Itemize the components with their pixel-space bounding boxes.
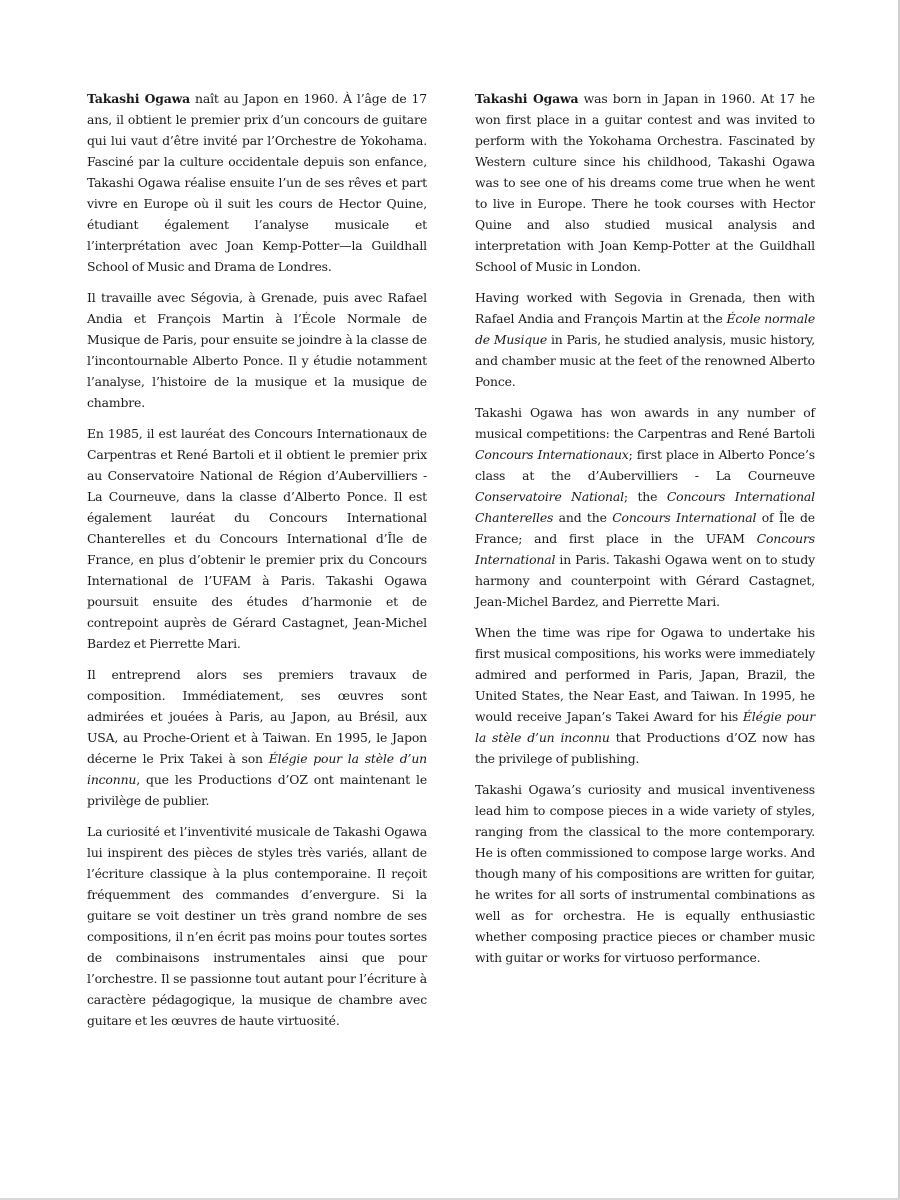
- french-paragraph-2: Il travaille avec Ségovia, à Grenade, puis avec Rafael Andia et François Martin à l’École Normale de Musique de Paris, pour ensuite se joindre à la classe de l’incontournable Alberto Ponce. Il y étudie notamment l’analyse, l’histoire de la musique et la musique de chambre.: [87, 290, 427, 410]
- english-paragraph-1: [475, 88, 815, 277]
- french-paragraph-4-before: Il entreprend alors ses premiers travaux de composition. Immédiatement, ses œuvres sont admirées et jouées à Paris, au Japon, au Brésil, aux USA, au Proche-Orient et à Taiwan. En 1995, le Japon décerne le Prix Takei à son: [87, 667, 427, 766]
- biography-french-column: [87, 88, 427, 1041]
- english-paragraph-4-before: When the time was ripe for Ogawa to undertake his first musical compositions, his works were immediately admired and performed in Paris, Japan, Brazil, the United States, the Near East, and Taiwan. In 1995, he would receive Japan’s Takei Award for his: [475, 625, 815, 724]
- french-paragraph-5: La curiosité et l’inventivité musicale de Takashi Ogawa lui inspirent des pièces de styles très variés, allant de l’écriture classique à la plus contemporaine. Il reçoit fréquemment des commandes d’envergure. Si la guitare se voit destiner un très grand nombre de ses compositions, il n’en écrit pas moins pour toutes sortes de combinaisons instrumentales ainsi que pour l’orchestre. Il se passionne tout autant pour l’écriture à caractère pédagogique, la musique de chambre avec guitare et les œuvres de haute virtuosité.: [87, 824, 427, 1028]
- english-p3-segment-2: ; first place in Alberto Ponce’s class at the d’Aubervilliers - La Courneuve: [475, 447, 815, 483]
- biography-english-column: [475, 88, 815, 978]
- french-artist-name: Takashi Ogawa: [87, 91, 191, 106]
- english-paragraph-4-after: that Productions d’OZ now has the privilege of publishing.: [475, 730, 815, 766]
- english-p3-segment-6: in Paris. Takashi Ogawa went on to study harmony and counterpoint with Gérard Castagnet, Jean-Michel Bardez, and Pierrette Mari.: [475, 552, 815, 609]
- english-paragraph-2-before: Having worked with Segovia in Grenada, then with Rafael Andia and François Martin at the: [475, 290, 815, 326]
- english-p3-italic-3: Concours International Chanterelles: [475, 489, 815, 525]
- english-paragraph-2: [475, 287, 815, 392]
- english-school-name: École normale de Musique: [475, 311, 815, 347]
- english-paragraph-3: [475, 402, 815, 612]
- english-p3-italic-4: Concours International: [612, 510, 757, 525]
- english-paragraph-2-after: in Paris, he studied analysis, music history, and chamber music at the feet of the renowned Alberto Ponce.: [475, 332, 816, 389]
- english-paragraph-1-text: was born in Japan in 1960. At 17 he won first place in a guitar contest and was invited to perform with the Yokohama Orchestra. Fascinated by Western culture since his childhood, Takashi Ogawa was to see one of his dreams come true when he went to live in Europe. There he took courses with Hector Quine and also studied musical analysis and interpretation with Joan Kemp-Potter at the Guildhall School of Music in London.: [475, 91, 815, 274]
- english-p3-segment-4: and the: [553, 510, 613, 525]
- french-paragraph-4-after: , que les Productions d’OZ ont maintenant le privilège de publier.: [87, 772, 427, 808]
- english-paragraph-5: Takashi Ogawa’s curiosity and musical inventiveness lead him to compose pieces in a wide variety of styles, ranging from the classical to the more contemporary. He is often commissioned to compose large works. And though many of his compositions are written for guitar, he writes for all sorts of instrumental combinations as well as for orchestra. He is equally enthusiastic whether composing practice pieces or chamber music with guitar or works for virtuoso performance.: [475, 782, 815, 965]
- english-p3-italic-1: Concours Internationaux: [475, 447, 629, 462]
- french-work-title: Élégie pour la stèle d’un inconnu: [87, 751, 427, 787]
- english-p3-segment-5: of Île de France; and first place in the UFAM: [475, 510, 815, 546]
- english-paragraph-4: [475, 622, 815, 769]
- french-paragraph-4: [87, 664, 427, 811]
- english-p3-italic-5: Concours International: [475, 531, 815, 567]
- english-p3-segment-3: ; the: [623, 489, 667, 504]
- french-paragraph-3: En 1985, il est lauréat des Concours Internationaux de Carpentras et René Bartoli et il obtient le premier prix au Conservatoire National de Région d’Aubervilliers - La Courneuve, dans la classe d’Alberto Ponce. Il est également lauréat du Concours International Chanterelles et du Concours International d’Île de France, en plus d’obtenir le premier prix du Concours International de l’UFAM à Paris. Takashi Ogawa poursuit ensuite des études d’harmonie et de contrepoint auprès de Gérard Castagnet, Jean-Michel Bardez et Pierrette Mari.: [87, 426, 427, 651]
- french-paragraph-1: [87, 88, 427, 277]
- english-work-title: Élégie pour la stèle d’un inconnu: [475, 709, 815, 745]
- french-paragraph-1-text: naît au Japon en 1960. À l’âge de 17 ans, il obtient le premier prix d’un concours de guitare qui lui vaut d’être invité par l’Orchestre de Yokohama. Fasciné par la culture occidentale depuis son enfance, Takashi Ogawa réalise ensuite l’un de ses rêves et part vivre en Europe où il suit les cours de Hector Quine, étudiant également l’analyse musicale et l’interprétation avec Joan Kemp-Potter—la Guildhall School of Music and Drama de Londres.: [87, 91, 427, 274]
- english-p3-italic-2: Conservatoire National: [475, 489, 624, 504]
- english-p3-segment-1: Takashi Ogawa has won awards in any number of musical competitions: the Carpentras and René Bartoli: [475, 405, 815, 441]
- english-artist-name: Takashi Ogawa: [475, 91, 579, 106]
